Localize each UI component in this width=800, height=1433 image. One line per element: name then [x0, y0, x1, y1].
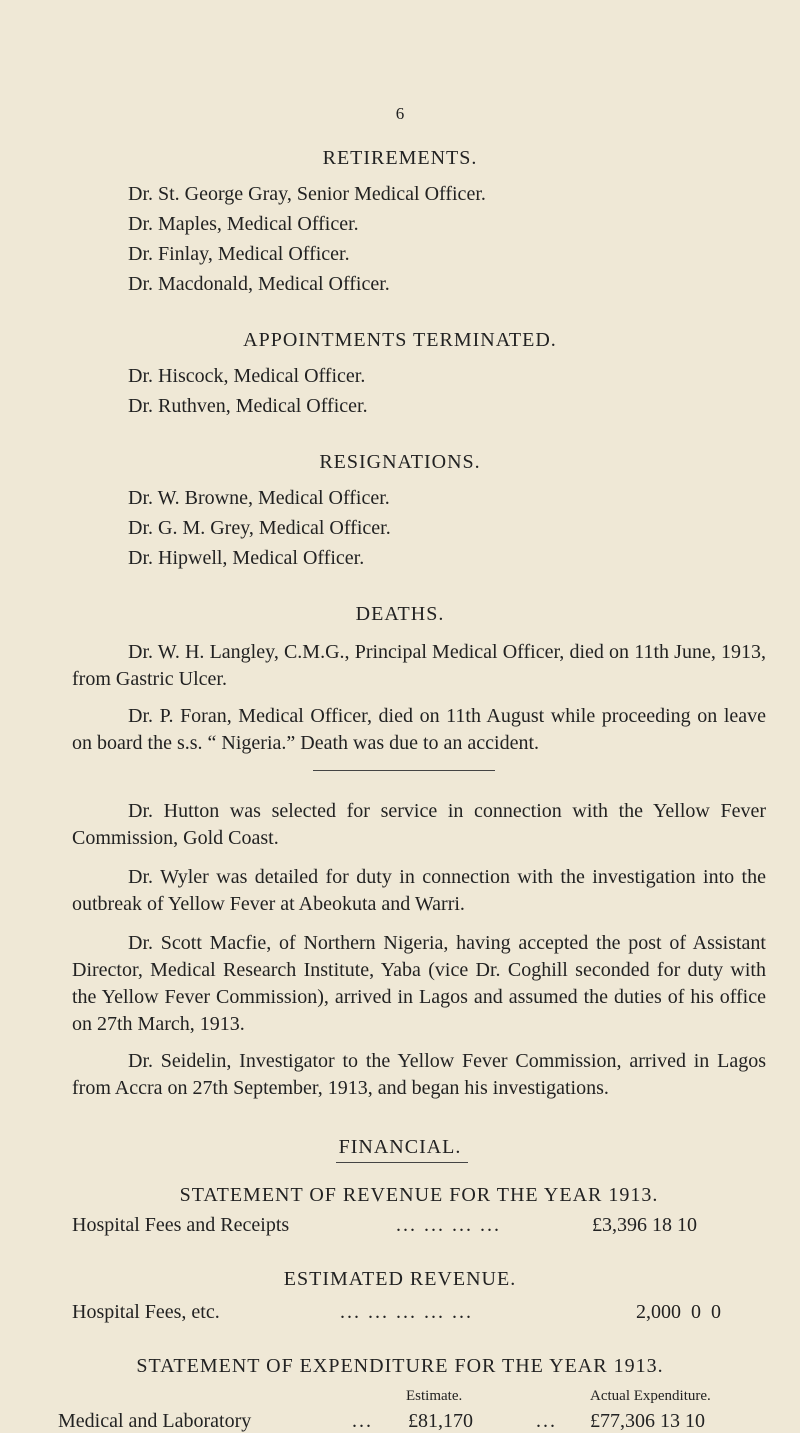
estimated-label: Hospital Fees, etc. — [72, 1301, 220, 1323]
revenue-label: Hospital Fees and Receipts — [72, 1214, 290, 1236]
appointments-heading: APPOINTMENTS TERMINATED. — [243, 329, 557, 351]
revenue-value: £3,396 18 10 — [592, 1214, 697, 1236]
note-paragraph: Dr. Scott Macfie, of Northern Nigeria, having accepted the post of Assistant Director, Medical Research Institute, Yaba (vice Dr. Coghill seconded for duty with the Yellow Fever Commission), arrived in Lagos and assumed the duties of his office on 27th March, 1913. — [72, 932, 766, 1035]
retirement-item: Dr. Macdonald, Medical Officer. — [128, 273, 390, 295]
resignations-heading: RESIGNATIONS. — [319, 451, 481, 473]
expenditure-row-dots: ... — [352, 1410, 373, 1432]
resignation-item: Dr. G. M. Grey, Medical Officer. — [128, 517, 391, 539]
note-paragraph: Dr. Seidelin, Investigator to the Yellow Fever Commission, arrived in Lagos from Accra on 27th September, 1913, and began his investigations. — [72, 1050, 766, 1099]
retirement-item: Dr. Finlay, Medical Officer. — [128, 243, 350, 265]
retirement-item: Dr. St. George Gray, Senior Medical Officer. — [128, 183, 486, 205]
note-paragraph: Dr. Wyler was detailed for duty in connection with the investigation into the outbreak of Yellow Fever at Abeokuta and Warri. — [72, 866, 766, 915]
retirement-item: Dr. Maples, Medical Officer. — [128, 213, 359, 235]
revenue-heading: STATEMENT OF REVENUE FOR THE YEAR 1913. — [179, 1184, 659, 1206]
expenditure-heading: STATEMENT OF EXPENDITURE FOR THE YEAR 1913. — [136, 1355, 664, 1377]
estimated-heading: ESTIMATED REVENUE. — [283, 1268, 517, 1290]
expenditure-row-estimate: £81,170 — [408, 1410, 473, 1432]
page-number: 6 — [395, 104, 405, 123]
expenditure-row-label: Medical and Laboratory — [58, 1410, 252, 1432]
death-paragraph: Dr. P. Foran, Medical Officer, died on 11th August while proceeding on leave on board the s.s. “ Nigeria.” Death was due to an accident. — [72, 705, 766, 754]
expenditure-row-actual: £77,306 13 10 — [590, 1410, 705, 1432]
appointment-item: Dr. Hiscock, Medical Officer. — [128, 365, 366, 387]
estimate-column-header: Estimate. — [406, 1388, 463, 1404]
financial-heading: FINANCIAL. — [338, 1136, 462, 1158]
estimated-leader-dots: ... ... ... ... ... — [340, 1301, 473, 1323]
section-divider — [313, 770, 495, 771]
expenditure-row-sep: ... — [536, 1410, 557, 1432]
appointment-item: Dr. Ruthven, Medical Officer. — [128, 395, 368, 417]
note-paragraph: Dr. Hutton was selected for service in connection with the Yellow Fever Commission, Gold Coast. — [72, 800, 766, 849]
deaths-heading: DEATHS. — [355, 603, 445, 625]
financial-underline — [336, 1162, 468, 1163]
revenue-leader-dots: ... ... ... ... — [396, 1214, 501, 1236]
retirements-heading: RETIREMENTS. — [322, 147, 478, 169]
estimated-value: 2,000 0 0 — [636, 1301, 721, 1323]
resignation-item: Dr. Hipwell, Medical Officer. — [128, 547, 365, 569]
death-paragraph: Dr. W. H. Langley, C.M.G., Principal Medical Officer, died on 11th June, 1913, from Gastric Ulcer. — [72, 641, 766, 690]
resignation-item: Dr. W. Browne, Medical Officer. — [128, 487, 390, 509]
actual-column-header: Actual Expenditure. — [590, 1388, 711, 1404]
